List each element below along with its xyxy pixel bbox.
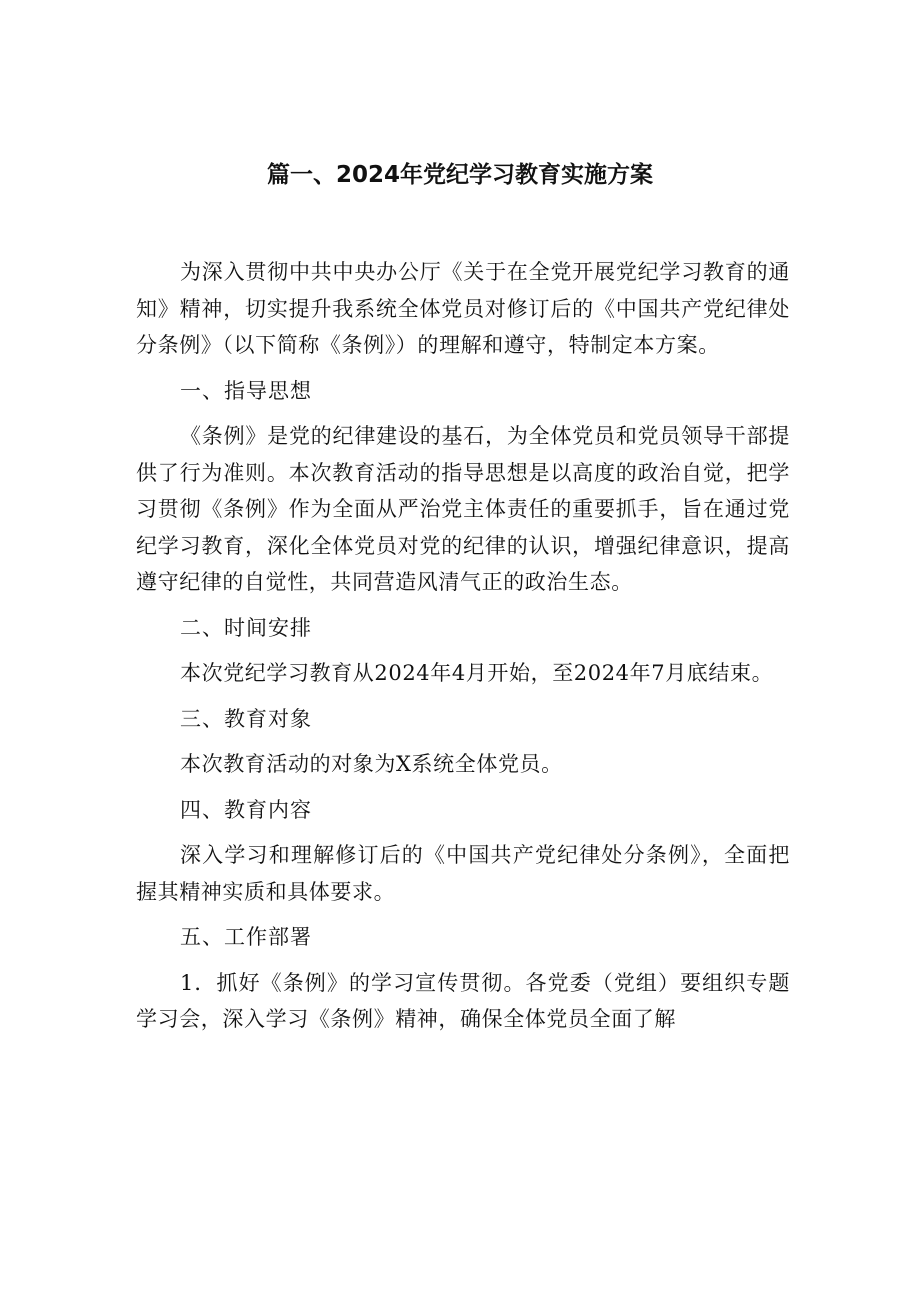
section-text-guiding-thought: 《条例》是党的纪律建设的基石，为全体党员和党员领导干部提供了行为准则。本次教育活动的指导思想是以高度的政治自觉，把学习贯彻《条例》作为全面从严治党主体责任的重要抓手，旨在通过党纪学习教育，深化全体党员对党的纪律的认识，增强纪律意识，提高遵守纪律的自觉性，共同营造风清气正的政治生态。 — [136, 424, 790, 594]
section-heading-audience: 三、教育对象 — [180, 706, 312, 731]
document-title: 篇一、2024年党纪学习教育实施方案 — [266, 162, 653, 188]
section-heading-schedule: 二、时间安排 — [180, 615, 312, 640]
section-heading-content: 四、教育内容 — [180, 797, 312, 822]
section-text-schedule: 本次党纪学习教育从2024年4月开始，至2024年7月底结束。 — [180, 661, 774, 685]
section-heading-guiding-thought: 一、指导思想 — [180, 378, 312, 403]
section-heading-deployment: 五、工作部署 — [180, 925, 312, 949]
section-text-content: 深入学习和理解修订后的《中国共产党纪律处分条例》，全面把握其精神实质和具体要求。 — [136, 843, 790, 904]
intro-paragraph: 为深入贯彻中共中央办公厅《关于在全党开展党纪学习教育的通知》精神，切实提升我系统全体党员对修订后的《中国共产党纪律处分条例》（以下简称《条例》）的理解和遵守，特制定本方案。 — [136, 260, 790, 357]
section-text-audience: 本次教育活动的对象为X系统全体党员。 — [180, 752, 563, 776]
section-text-deployment: 1．抓好《条例》的学习宣传贯彻。各党委（党组）要组织专题学习会，深入学习《条例》精神，确保全体党员全面了解 — [136, 970, 790, 1031]
document-body — [136, 254, 790, 1038]
